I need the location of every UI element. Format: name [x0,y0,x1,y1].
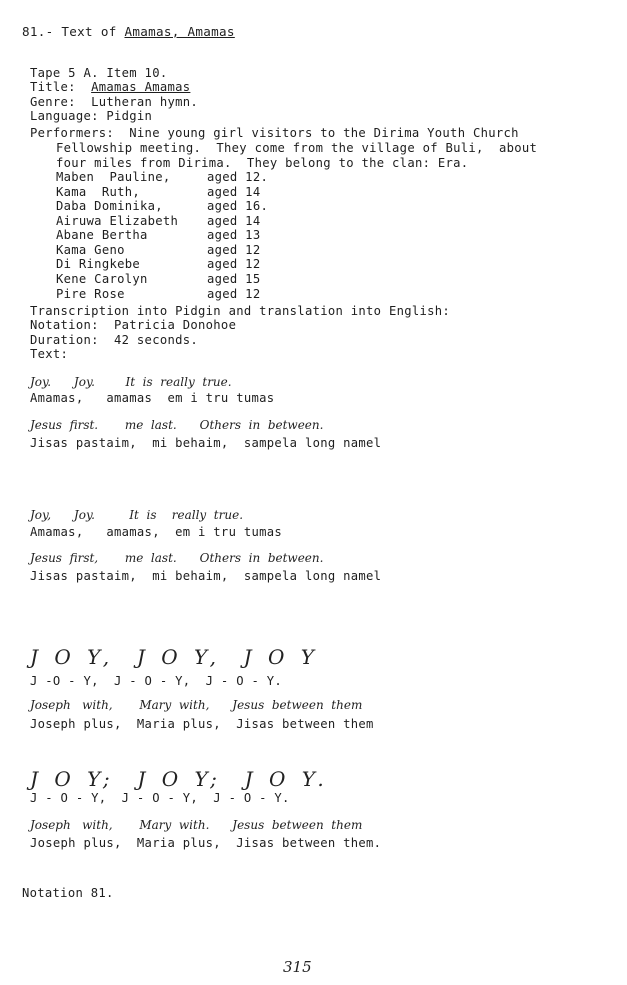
verse-1-english-line-1: Joy. Joy. It is really true. [30,375,232,389]
performer-name: Pire Rose [56,287,125,301]
performer-name: Kama Ruth, [56,185,141,199]
performers-line-2: Fellowship meeting. They come from the village of Buli, about [56,141,538,155]
language-line: Language: Pidgin [30,109,153,123]
page-heading [22,25,235,39]
title-value: Amamas Amamas [91,80,191,94]
verse-4-pidgin-line-1: J - O - Y, J - O - Y, J - O - Y. [30,791,290,805]
page-number: 315 [283,958,312,976]
verse-3-english-line-2: Joseph with, Mary with, Jesus between them [30,698,363,712]
performer-name: Di Ringkebe [56,257,141,271]
title-line [30,80,190,94]
verse-3-pidgin-line-1: J -O - Y, J - O - Y, J - O - Y. [30,674,283,688]
genre-line: Genre: Lutheran hymn. [30,95,199,109]
performer-name: Daba Dominika, [56,199,163,213]
performers-line-3: four miles from Dirima. They belong to the clan: Era. [56,156,469,170]
verse-4-english-line-2: Joseph with, Mary with. Jesus between them [30,818,363,832]
duration-line: Duration: 42 seconds. [30,333,199,347]
performer-name: Abane Bertha [56,228,148,242]
verse-1-pidgin-line-2: Jisas pastaim, mi behaim, sampela long namel [30,436,382,450]
text-label: Text: [30,347,69,361]
performer-age: aged 16. [207,199,269,213]
performer-name: Maben Pauline, [56,170,171,184]
performer-age: aged 12 [207,287,261,301]
verse-3-pidgin-line-2: Joseph plus, Maria plus, Jisas between them [30,717,374,731]
heading-prefix: 81.- Text of [22,24,125,39]
verse-1-pidgin-line-1: Amamas, amamas em i tru tumas [30,391,275,405]
verse-2-english-line-1: Joy, Joy. It is really true. [30,508,244,522]
verse-2-pidgin-line-1: Amamas, amamas, em i tru tumas [30,525,283,539]
title-label: Title: [30,80,76,94]
performer-age: aged 14 [207,185,261,199]
tape-line: Tape 5 A. Item 10. [30,66,168,80]
performer-name: Kene Carolyn [56,272,148,286]
heading-title: Amamas, Amamas [124,24,235,39]
performer-age: aged 12. [207,170,269,184]
performer-age: aged 14 [207,214,261,228]
verse-2-pidgin-line-2: Jisas pastaim, mi behaim, sampela long namel [30,569,382,583]
verse-4-pidgin-line-2: Joseph plus, Maria plus, Jisas between them. [30,836,382,850]
notation-credit-line: Notation: Patricia Donohoe [30,318,237,332]
performer-age: aged 15 [207,272,261,286]
transcription-line: Transcription into Pidgin and translation into English: [30,304,451,318]
performers-line-1: Performers: Nine young girl visitors to the Dirima Youth Church [30,126,519,140]
performer-age: aged 12 [207,257,261,271]
performer-name: Airuwa Elizabeth [56,214,179,228]
verse-3-english-line-1: J O Y, J O Y, J O Y [30,645,319,669]
verse-4-english-line-1: J O Y; J O Y; J O Y. [30,767,329,791]
performer-age: aged 12 [207,243,261,257]
verse-1-english-line-2: Jesus first. me last. Others in between. [30,418,324,432]
notation-footer: Notation 81. [22,886,114,900]
performer-age: aged 13 [207,228,261,242]
verse-2-english-line-2: Jesus first, me last. Others in between. [30,551,324,565]
performer-name: Kama Geno [56,243,125,257]
